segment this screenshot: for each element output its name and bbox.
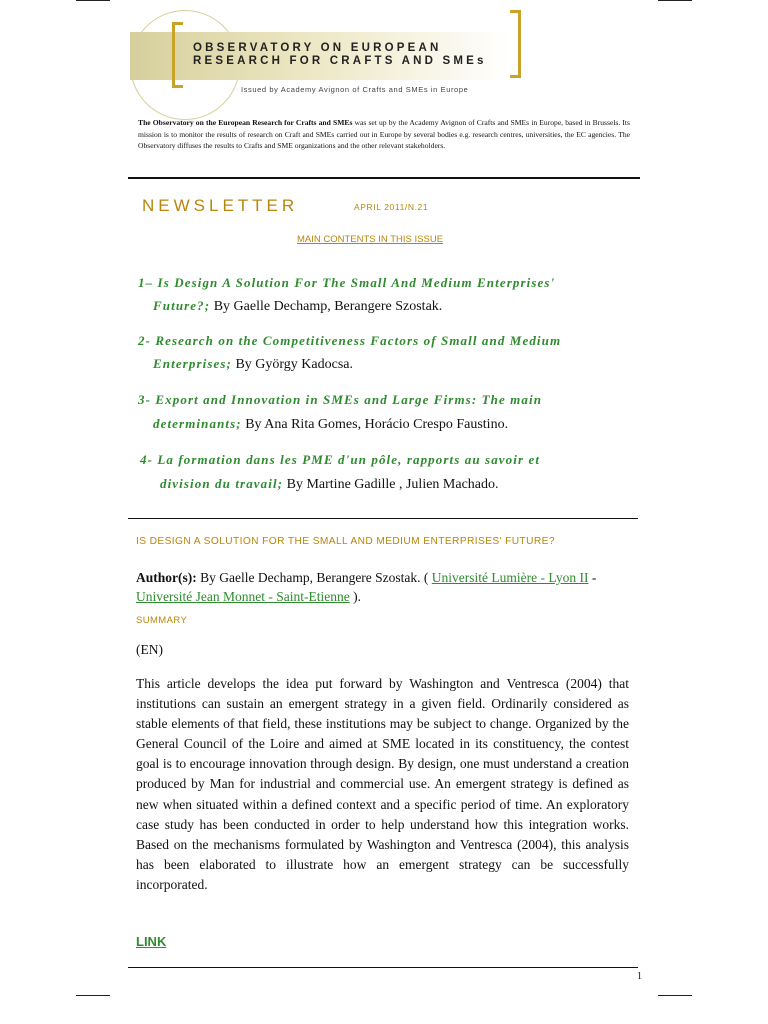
newsletter-label: NEWSLETTER xyxy=(142,196,299,215)
intro-paragraph xyxy=(138,117,630,152)
article-authors xyxy=(136,568,636,606)
contents-heading[interactable]: MAIN CONTENTS IN THIS ISSUE xyxy=(297,234,444,245)
crop-mark-bottom-left xyxy=(76,995,110,996)
affiliation-end: ). xyxy=(349,589,361,604)
toc-item-3-line2 xyxy=(153,415,508,433)
intro-bold: The Observatory on the European Research for Crafts and SMEs xyxy=(138,118,353,127)
summary-label: SUMMARY xyxy=(136,615,188,626)
page-number: 1 xyxy=(637,971,642,982)
toc-item-1-title-end[interactable]: Future?; xyxy=(153,298,211,313)
left-bracket-icon xyxy=(172,22,183,88)
toc-item-3-line1[interactable]: 3- Export and Innovation in SMEs and Large Firms: The main xyxy=(138,392,543,407)
toc-item-2-line2 xyxy=(153,355,353,373)
language-tag: (EN) xyxy=(136,642,163,657)
article-body: This article develops the idea put forward by Washington and Ventresca (2004) that institutions can sustain an emergent strategy in a given field. Ordinarily considered as stable elements of that field, these institutions may be subject to change. Organized by the General Council of the Loire and aimed at SME located in its constituency, the contest goal is to encourage innovation through design. By design, one must understand a creation produced by Man for industrial and commercial use. An emergent strategy is defined as new when situated within a defined context and a specific period of time. An exploratory case study has been conducted in order to help understand how this integration works. Based on the mechanisms formulated by Washington and Ventresca (2004), this analysis has been elaborated to illustrate how an emergent strategy can be successfully incorporated. xyxy=(136,676,629,892)
affiliation-link-lyon[interactable]: Université Lumière - Lyon II xyxy=(431,570,589,585)
header-issued-by: Issued by Academy Avignon of Crafts and SMEs in Europe xyxy=(241,85,469,94)
newsletter-issue: APRIL 2011/N.21 xyxy=(354,202,429,212)
toc-item-4-line1[interactable]: 4- La formation dans les PME d'un pôle, rapports au savoir et xyxy=(140,452,541,467)
toc-item-4-title-end[interactable]: division du travail; xyxy=(160,476,284,491)
divider-bottom xyxy=(128,967,638,968)
toc-item-3-authors: By Ana Rita Gomes, Horácio Crespo Faustino. xyxy=(241,417,509,432)
toc-item-3-title-end[interactable]: determinants; xyxy=(153,416,242,431)
header-title-line2: RESEARCH FOR CRAFTS AND SMEs xyxy=(193,55,487,67)
author-names: By Gaelle Dechamp, Berangere Szostak. ( xyxy=(196,570,432,585)
toc-item-1-line2 xyxy=(153,297,442,315)
author-label: Author(s): xyxy=(136,570,197,585)
toc-item-1-line1[interactable]: 1– Is Design A Solution For The Small And Medium Enterprises' xyxy=(138,275,556,290)
crop-mark-top-left xyxy=(76,0,110,1)
divider-middle xyxy=(128,518,638,519)
affiliation-link-saint-etienne[interactable]: Université Jean Monnet - Saint-Etienne xyxy=(136,589,350,604)
toc-item-1-authors: By Gaelle Dechamp, Berangere Szostak. xyxy=(210,299,443,314)
toc-item-2-title-end[interactable]: Enterprises; xyxy=(153,356,232,371)
divider-top xyxy=(128,177,640,179)
article-heading: IS DESIGN A SOLUTION FOR THE SMALL AND MEDIUM ENTERPRISES' FUTURE? xyxy=(136,536,555,547)
crop-mark-bottom-right xyxy=(658,995,692,996)
affiliation-separator: - xyxy=(588,570,597,585)
crop-mark-top-right xyxy=(658,0,692,1)
toc-item-4-line2 xyxy=(160,475,499,493)
right-bracket-icon xyxy=(510,10,521,78)
toc-item-2-authors: By György Kadocsa. xyxy=(231,357,353,372)
article-link[interactable]: LINK xyxy=(136,934,167,949)
toc-item-2-line1[interactable]: 2- Research on the Competitiveness Factors of Small and Medium xyxy=(138,333,562,348)
header-title-line1: OBSERVATORY ON EUROPEAN xyxy=(193,42,442,54)
toc-item-4-authors: By Martine Gadille , Julien Machado. xyxy=(283,477,499,492)
intro-text: was set up by the Academy Avignon of Crafts and SMEs in Europe, based in Brussels. Its mission is to monitor the results of research on Craft and SMEs carried out in Europe by several bodies e.g. research centres, universities, the EC agencies. The Observatory diffuses the results to Crafts and SME organizations and the other relevant stakeholders. xyxy=(138,118,630,150)
